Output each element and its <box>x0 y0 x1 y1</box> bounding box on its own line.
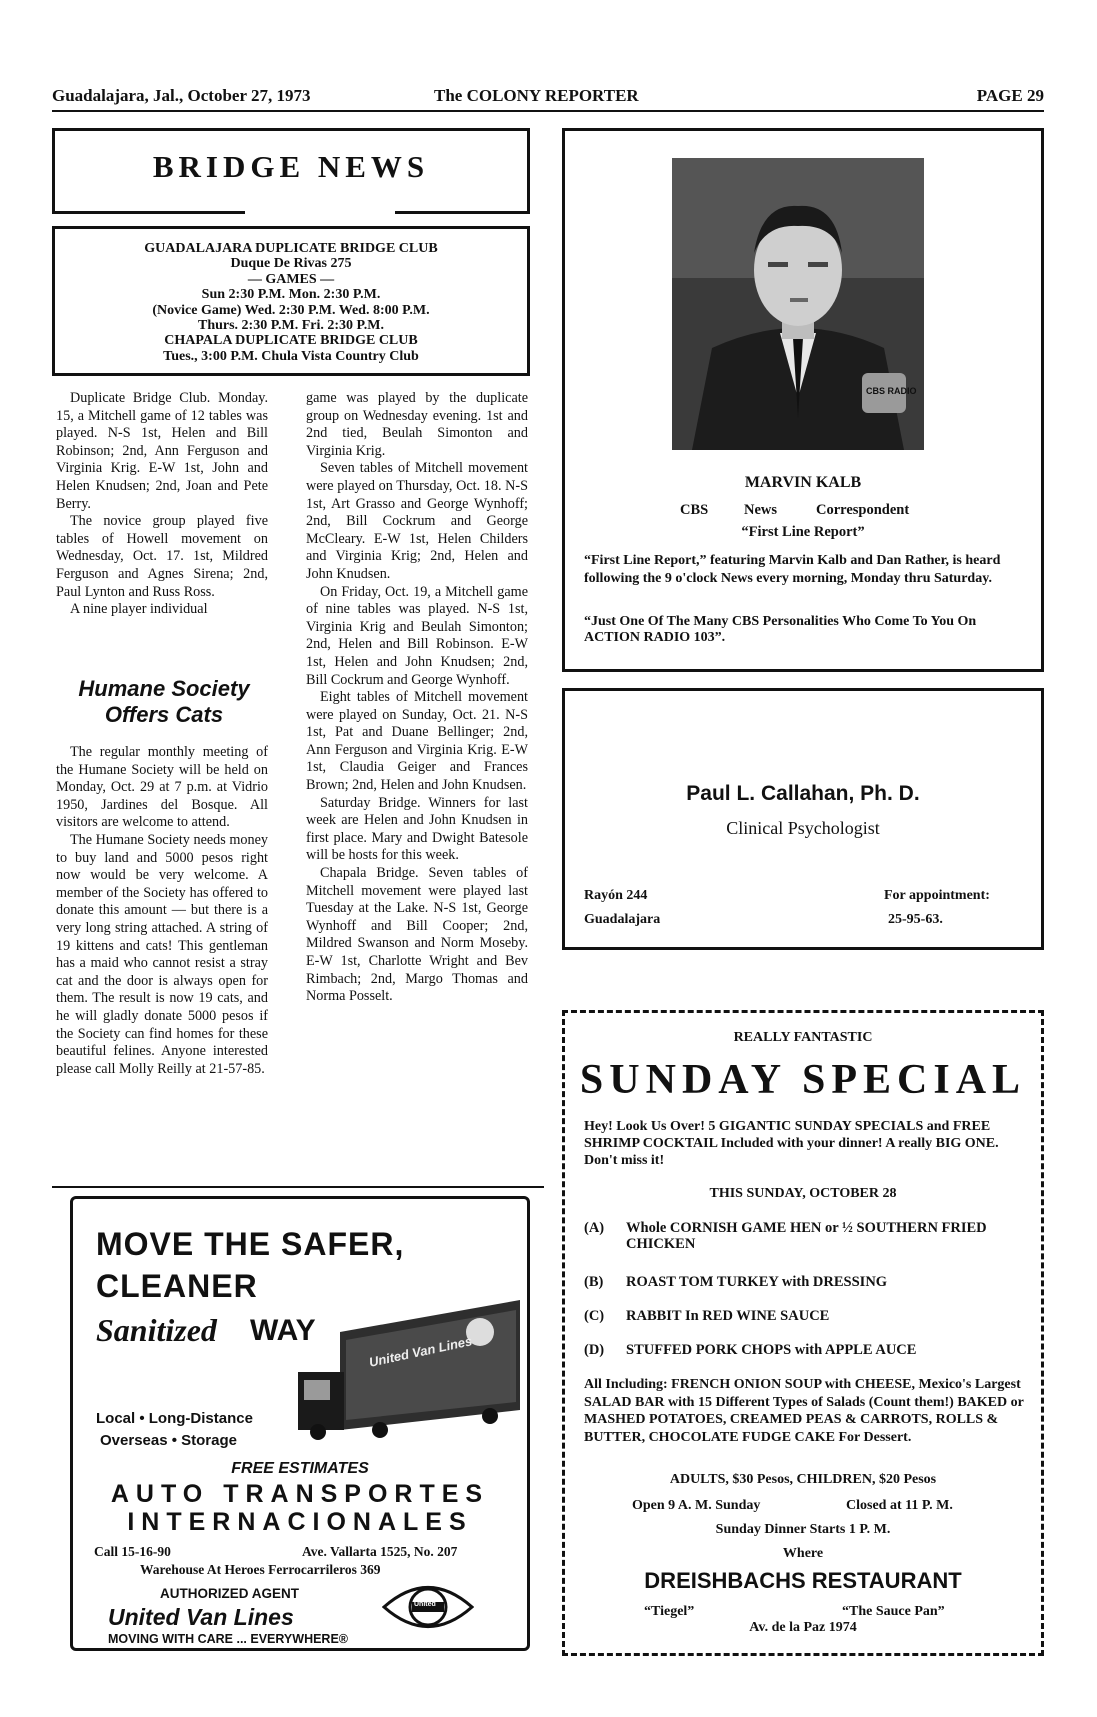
sunday-intro: Hey! Look Us Over! 5 GIGANTIC SUNDAY SPECIALS and FREE SHRIMP COCKTAIL Included with your dinner! A really BIG ONE. Don't miss it! <box>584 1119 999 1168</box>
appointment-phone: 25-95-63. <box>888 912 943 927</box>
kalb-name: MARVIN KALB <box>744 474 862 491</box>
authorized-agent: AUTHORIZED AGENT <box>160 1586 299 1601</box>
kalb-tagline: “Just One Of The Many CBS Personalities Who Come To You On ACTION RADIO 103”. <box>584 614 977 645</box>
sunday-dinner-start: Sunday Dinner Starts 1 P. M. <box>715 1522 891 1537</box>
item-text: Whole CORNISH GAME HEN or ½ SOUTHERN FRIED CHICKEN <box>626 1220 987 1252</box>
sunday-open: Open 9 A. M. Sunday <box>632 1498 761 1513</box>
mover-services-2: Overseas • Storage <box>100 1432 237 1449</box>
mover-warehouse: Warehouse At Heroes Ferrocarrileros 369 <box>140 1562 381 1577</box>
article-paragraph: On Friday, Oct. 19, a Mitchell game of nine tables was played. N-S 1st, Virginia Krig and Beulah Simonton; 2nd, Helen and Bill Robinson. E-W 1st, Helen and John Knudsen; 2nd, Bill Cockrum and George Wynhoff. <box>306 583 528 688</box>
united-van-lines-name: United Van Lines <box>108 1604 294 1630</box>
free-estimates: FREE ESTIMATES <box>231 1460 369 1477</box>
masthead-dateline: Guadalajara, Jal., October 27, 1973 <box>52 86 311 105</box>
sunday-kicker: REALLY FANTASTIC <box>733 1030 873 1045</box>
humane-society-headline: Humane Society Offers Cats <box>78 676 250 727</box>
sunday-all-including: All Including: FRENCH ONION SOUP with CHEESE, Mexico's Largest SALAD BAR with 15 Different Types of Salads (Count them!) BAKED or MASHED POTATOES, CREAMED PEAS & CARROTS, ROLLS & BUTTER, CHOCOLATE FUDGE CAKE For Dessert. <box>584 1377 1024 1445</box>
company-name-line-1: AUTO TRANSPORTES <box>110 1480 490 1508</box>
article-paragraph: Saturday Bridge. Winners for last week are Helen and John Knudsen in first place. Mary and Dwight Batesole will be hosts for this week. <box>306 794 528 864</box>
mover-headline-1: MOVE THE SAFER, <box>96 1226 405 1262</box>
bridge-article-column-1 <box>56 390 268 619</box>
mover-phone: Call 15-16-90 <box>94 1544 171 1559</box>
sunday-closed: Closed at 11 P. M. <box>846 1498 953 1513</box>
masthead <box>52 84 1044 112</box>
restaurant-address: Av. de la Paz 1974 <box>749 1620 857 1635</box>
portrait-illustration <box>672 158 924 450</box>
kalb-description: “First Line Report,” featuring Marvin Kalb and Dan Rather, is heard following the 9 o'clock News every morning, Monday thru Saturday. <box>584 553 1001 586</box>
item-key: (A) <box>584 1220 605 1236</box>
article-paragraph: game was played by the duplicate group on Wednesday evening. 1st and 2nd tied, Beulah Simonton and Virginia Krig. <box>306 390 528 459</box>
bridge-news-header <box>52 128 530 214</box>
restaurant-sauce-pan: “The Sauce Pan” <box>842 1604 945 1619</box>
mover-address: Ave. Vallarta 1525, No. 207 <box>302 1544 458 1559</box>
article-paragraph: Duplicate Bridge Club. Monday. 15, a Mitchell game of 12 tables was played. N-S 1st, Helen and Bill Robinson; 2nd, Ann Ferguson and Virginia Krig. E-W 1st, John and Helen Knudsen; 2nd, Joan and Pete Berry. <box>56 390 268 512</box>
item-text: ROAST TOM TURKEY with DRESSING <box>626 1274 888 1290</box>
article-paragraph: The regular monthly meeting of the Humane Society will be held on Monday, Oct. 29 at 7 p.m. at Vidrio 1950, Jardines del Bosque. All visitors are welcome to attend. <box>56 744 268 831</box>
kalb-role-news: News <box>744 502 778 518</box>
schedule-line: (Novice Game) Wed. 2:30 P.M. Wed. 8:00 P.M. <box>152 302 430 318</box>
mover-way: WAY <box>250 1314 316 1347</box>
chapala-schedule: Tues., 3:00 P.M. Chula Vista Country Club <box>163 348 419 364</box>
restaurant-name: DREISHBACHS RESTAURANT <box>644 1568 962 1593</box>
company-name-line-2: INTERNACIONALES <box>127 1508 473 1536</box>
item-text: STUFFED PORK CHOPS with APPLE AUCE <box>626 1342 917 1358</box>
club-address: Duque De Rivas 275 <box>230 256 352 272</box>
psychologist-city: Guadalajara <box>584 912 661 927</box>
games-heading: — GAMES — <box>247 271 335 287</box>
truck-side-text: United Van Lines <box>367 1333 474 1370</box>
sanitized-script: Sanitized <box>96 1312 217 1348</box>
item-key: (B) <box>584 1274 604 1290</box>
humane-society-article <box>56 744 268 1078</box>
mover-services-1: Local • Long-Distance <box>96 1410 253 1427</box>
club-name: GUADALAJARA DUPLICATE BRIDGE CLUB <box>144 241 438 256</box>
eye-logo-text: United <box>414 1601 436 1608</box>
sunday-where: Where <box>782 1546 824 1561</box>
item-key: (D) <box>584 1342 605 1358</box>
psychologist-title: Clinical Psychologist <box>726 818 880 838</box>
sunday-prices: ADULTS, $30 Pesos, CHILDREN, $20 Pesos <box>669 1472 937 1487</box>
mover-slogan: MOVING WITH CARE ... EVERYWHERE® <box>108 1632 349 1646</box>
psychologist-name: Paul L. Callahan, Ph. D. <box>686 782 920 805</box>
article-paragraph: Seven tables of Mitchell movement were played on Thursday, Oct. 18. N-S 1st, Art Grasso and George Wynhoff; 2nd, Bill Cockrum and George McCleary. E-W 1st, Helen Childers and Virginia Krig; 2nd, Helen and John Knudsen. <box>306 460 528 582</box>
sunday-special-title: SUNDAY SPECIAL <box>579 1057 1027 1103</box>
kalb-role-cbs: CBS <box>680 502 709 518</box>
article-paragraph: Eight tables of Mitchell movement were played on Sunday, Oct. 21. N-S 1st, Pat and Duane Bellinger; 2nd, Ann Ferguson and Virginia Krig. E-W 1st, Claudia Geiger and Frances Brown; 2nd, Helen and John Knudsen. <box>306 689 528 794</box>
masthead-paper-name: The COLONY REPORTER <box>434 86 639 105</box>
cbs-mic-label: CBS RADIO <box>866 386 917 396</box>
article-paragraph: The novice group played five tables of Howell movement on Wednesday, Oct. 17. 1st, Mildred Ferguson and Agnes Sirena; 2nd, Paul Lynton and Russ Ross. <box>56 513 268 600</box>
kalb-role-correspondent: Correspondent <box>816 502 910 518</box>
schedule-line: Sun 2:30 P.M. Mon. 2:30 P.M. <box>201 287 381 303</box>
restaurant-tiegel: “Tiegel” <box>644 1604 695 1619</box>
schedule-line: Thurs. 2:30 P.M. Fri. 2:30 P.M. <box>197 318 384 334</box>
sunday-date: THIS SUNDAY, OCTOBER 28 <box>709 1186 897 1201</box>
mover-headline-2: CLEANER <box>96 1268 258 1304</box>
psychologist-street: Rayón 244 <box>584 888 648 903</box>
article-paragraph: Chapala Bridge. Seven tables of Mitchell movement were played last Tuesday at the Lake. N-S 1st, George Wynhoff and Bill Cooper; 2nd, Mildred Swanson and Norm Moseby. E-W 1st, Charlotte Wright and Bev Rimbach; 2nd, Margo Thomas and Norma Posselt. <box>306 865 528 1005</box>
moving-truck-illustration <box>290 1292 530 1442</box>
bridge-article-column-2 <box>306 390 528 1006</box>
item-key: (C) <box>584 1308 605 1324</box>
marvin-kalb-photo <box>672 158 924 450</box>
chapala-club-name: CHAPALA DUPLICATE BRIDGE CLUB <box>164 333 418 349</box>
masthead-page-number: PAGE 29 <box>976 86 1044 105</box>
item-text: RABBIT In RED WINE SAUCE <box>626 1308 830 1324</box>
bridge-club-schedule-box <box>52 226 530 376</box>
appointment-label: For appointment: <box>884 888 990 903</box>
article-paragraph: The Humane Society needs money to buy land and 5000 pesos right now would be very welcome. A member of the Society has offered to donate this amount — but there is a very long string attached. A string of 19 kittens and cats! This gentleman has a maid who cannot resist a stray cat and the door is always open for them. The result is now 19 cats, and he will gladly donate 5000 pesos if the Society can find homes for these beautiful felines. Anyone interested please call Molly Reilly at 21-57-85. <box>56 831 268 1077</box>
section-divider <box>52 1186 544 1188</box>
kalb-program-name: “First Line Report” <box>741 524 865 540</box>
article-paragraph: A nine player individual <box>70 601 208 618</box>
bridge-news-title: BRIDGE NEWS <box>152 149 430 184</box>
